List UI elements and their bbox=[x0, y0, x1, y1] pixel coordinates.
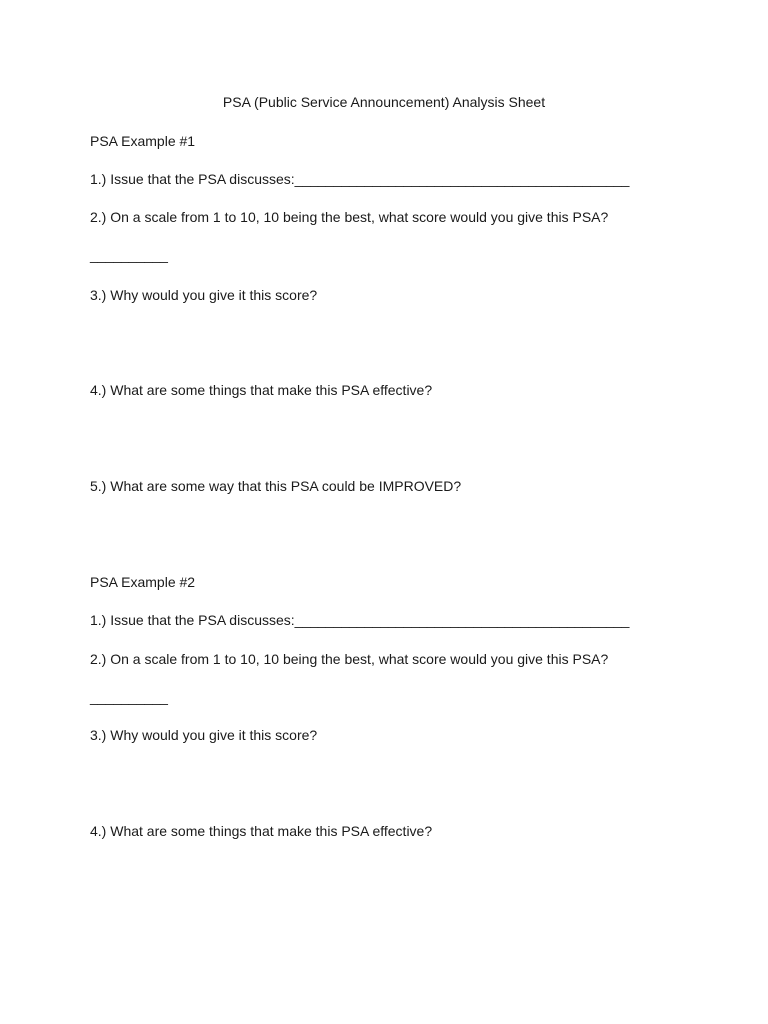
question-why-1: 3.) Why would you give it this score? bbox=[90, 287, 318, 303]
section-heading-2: PSA Example #2 bbox=[90, 574, 196, 590]
score-blank-2: __________ bbox=[90, 689, 168, 705]
document-title: PSA (Public Service Announcement) Analysis Sheet bbox=[222, 94, 546, 110]
score-blank-1: __________ bbox=[90, 247, 168, 263]
question-effective-2: 4.) What are some things that make this PSA effective? bbox=[90, 823, 433, 839]
section-heading-1: PSA Example #1 bbox=[90, 133, 196, 149]
question-score-1: 2.) On a scale from 1 to 10, 10 being the best, what score would you give this PSA? bbox=[90, 209, 609, 225]
question-score-2: 2.) On a scale from 1 to 10, 10 being the best, what score would you give this PSA? bbox=[90, 651, 609, 667]
question-why-2: 3.) Why would you give it this score? bbox=[90, 727, 318, 743]
question-effective-1: 4.) What are some things that make this PSA effective? bbox=[90, 382, 433, 398]
question-issue-1: 1.) Issue that the PSA discusses:___________________________________________ bbox=[90, 171, 630, 187]
question-issue-2: 1.) Issue that the PSA discusses:___________________________________________ bbox=[90, 612, 630, 628]
question-improved-1: 5.) What are some way that this PSA could be IMPROVED? bbox=[90, 478, 462, 494]
